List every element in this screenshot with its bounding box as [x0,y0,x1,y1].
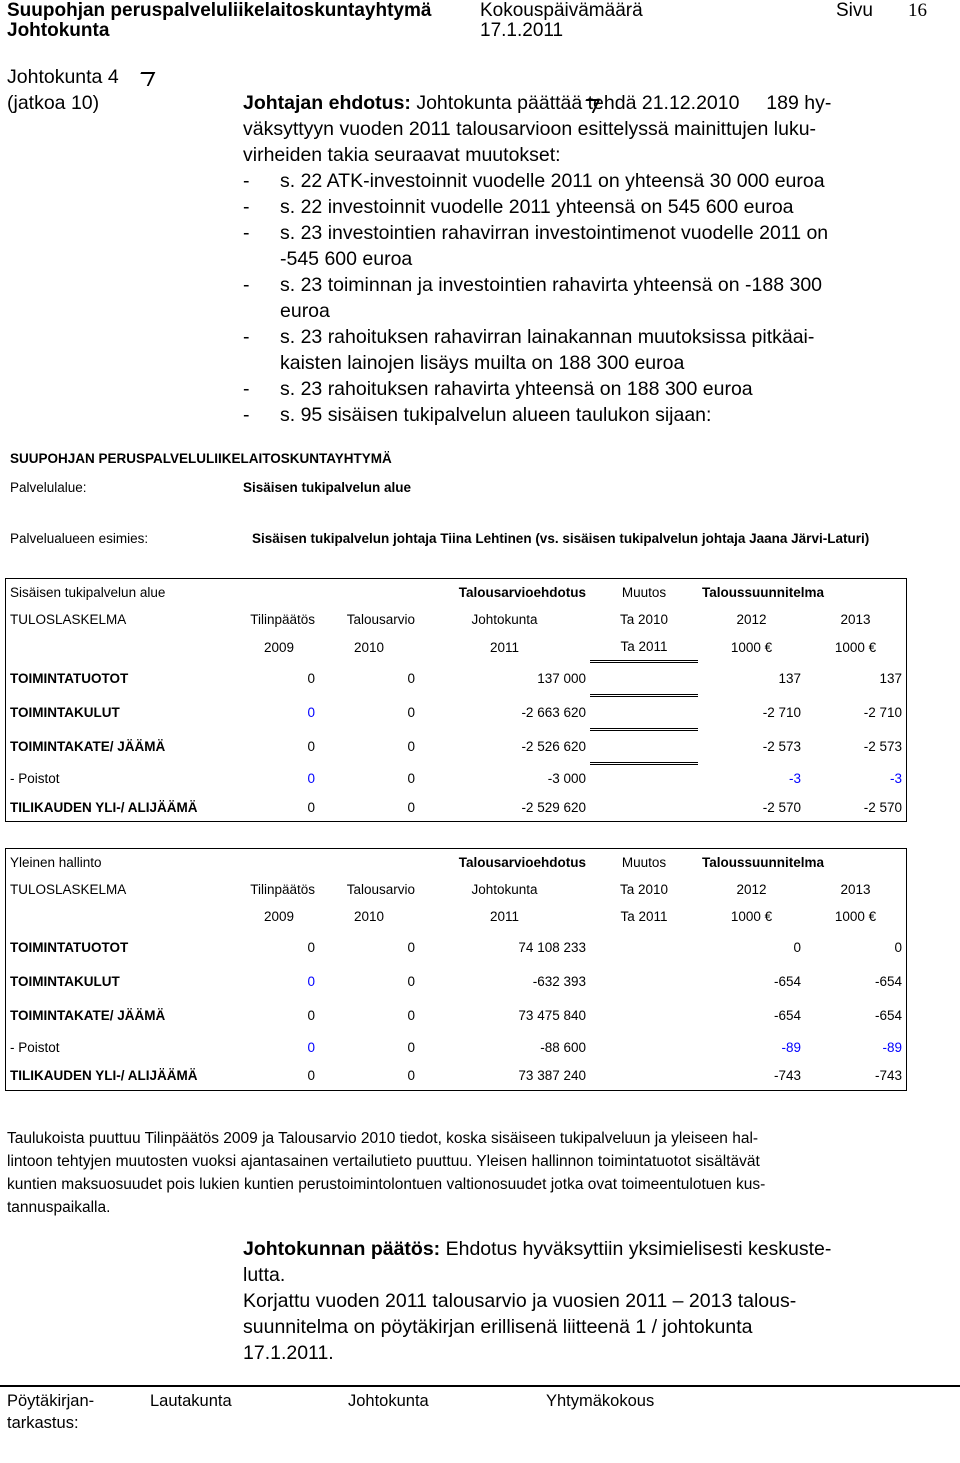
cell: 0 [307,739,315,754]
list-item: s. 22 investoinnit vuodelle 2011 yhteensä on 545 600 euroa [280,196,794,218]
header-col: Ta 2010 [619,882,669,897]
header-col: Talousarvio [346,882,415,897]
header-year: 2009 [263,639,295,655]
footer-check-line1: Pöytäkirjan- [7,1392,95,1410]
header-year: Ta 2011 [620,909,668,924]
cell: -89 [781,1039,801,1055]
cell: -2 529 620 [521,799,586,815]
page-number: 16 [908,0,927,21]
header-year: Ta 2011 [620,639,668,654]
cell: 0 [894,939,902,955]
cell: 0 [407,1039,415,1055]
cell: -632 393 [532,973,586,989]
table-row [6,903,907,930]
decision-line-1 [243,1236,831,1262]
cell: 0 [407,771,415,786]
cell [590,1062,698,1090]
row-label: - Poistot [10,1039,60,1055]
header-statement: TULOSLASKELMA [10,882,127,897]
cell: 0 [407,939,415,955]
cell: -88 600 [540,1039,586,1055]
row-label: TILIKAUDEN YLI-/ ALIJÄÄMÄ [10,1068,198,1084]
table-title: Yleinen hallinto [10,855,102,870]
cell: -2 710 [863,705,902,720]
header-proposal: Talousarvioehdotus [458,585,586,600]
table-row [6,606,907,633]
list-item-cont: euroa [280,300,330,322]
section-item: Johtokunta 4 [7,66,119,88]
cell: -3 [889,771,902,786]
row-label: TOIMINTAKATE/ JÄÄMÄ [10,739,166,754]
page-label: Sivu [836,0,873,21]
decision-label: Johtokunnan päätös: [243,1238,441,1260]
note-line: lintoon tehtyjen muutosten vuoksi ajantasainen vertailutieto puuttuu. Yleisen hallinnon toimintatuotot sisältävät [7,1153,760,1170]
header-year: 2010 [353,909,385,924]
cell: 0 [307,705,315,720]
cell: -89 [882,1039,902,1055]
proposal-line-2: väksyttyyn vuoden 2011 talousarvioon esittelyssä mainittujen luku- [243,118,817,140]
footer-divider [0,1385,960,1387]
header-plan: Taloussuunnitelma [702,585,825,600]
table-row [6,964,907,998]
header-col: Tilinpäätös [250,612,315,627]
table-row [6,730,907,764]
proposal-text-1: Johtokunta päättää tehdä 21.12.2010 [410,92,745,114]
footer-yhtymakokous: Yhtymäkokous [546,1392,655,1410]
cell: 73 387 240 [518,1068,586,1084]
cell: -654 [773,1007,801,1023]
org-name: Suupohjan peruspalveluliikelaitoskuntayhtymä [7,0,432,21]
header-col: 2012 [736,612,767,627]
meeting-date: 17.1.2011 [480,20,564,41]
footer-lautakunta: Lautakunta [150,1392,232,1410]
table-title: Sisäisen tukipalvelun alue [10,585,166,600]
list-item-cont: kaisten lainojen lisäys muilta on 188 300 euroa [280,352,685,374]
cell: 0 [407,1068,415,1084]
row-label: TILIKAUDEN YLI-/ ALIJÄÄMÄ [10,799,198,815]
proposal-line-1 [243,90,831,116]
cell: 0 [307,1007,315,1023]
footer-johtokunta: Johtokunta [348,1392,429,1410]
list-dash: - [243,404,250,426]
table-row [6,764,907,794]
table-row [6,633,907,662]
list-dash: - [243,222,250,244]
cell: 0 [307,771,315,786]
table-row [6,998,907,1032]
table-row [6,849,907,877]
header-col: Tilinpäätös [250,882,315,897]
manager-label: Palvelualueen esimies: [10,531,149,546]
table-row [6,1062,907,1090]
table-row [6,930,907,964]
header-col: Johtokunta [471,882,538,897]
cell: -3 [788,771,801,786]
cell: 0 [793,939,801,955]
list-item: s. 22 ATK-investoinnit vuodelle 2011 on yhteensä 30 000 euroa [280,170,825,192]
header-year: 1000 € [834,909,877,924]
list-dash: - [243,378,250,400]
cell: 0 [407,671,415,686]
table-row [6,662,907,696]
header-col: Talousarvio [346,612,415,627]
header-year: 1000 € [730,909,773,924]
cell [590,1032,698,1062]
header-change: Muutos [621,855,667,870]
cell [590,998,698,1032]
cell: -2 573 [863,739,902,754]
row-label: TOIMINTATUOTOT [10,671,129,686]
proposal-label: Johtajan ehdotus: [243,92,411,114]
proposal-text-1b: 189 hy- [760,92,832,114]
list-item: s. 23 toiminnan ja investointien rahavirta yhteensä on -188 300 [280,274,823,296]
cell: -2 573 [762,739,801,754]
org-block-title: SUUPOHJAN PERUSPALVELULIIKELAITOSKUNTAYHTYMÄ [10,451,392,466]
cell: 137 [879,671,902,686]
income-statement-table-general-admin [5,848,907,1091]
row-label: TOIMINTAKULUT [10,705,120,720]
cell [590,964,698,998]
row-label: TOIMINTAKATE/ JÄÄMÄ [10,1007,166,1023]
header-year: 2011 [489,639,520,655]
header-plan: Taloussuunnitelma [702,855,825,870]
cell [590,794,698,822]
cell: -743 [874,1068,902,1084]
cell: -2 570 [863,799,902,815]
header-col: 2013 [840,882,871,897]
header-statement: TULOSLASKELMA [10,612,127,627]
header-year: 2011 [489,909,520,924]
header-year: 2009 [263,909,295,924]
cell: -2 663 620 [521,705,586,720]
table-row [6,1032,907,1062]
manager-value: Sisäisen tukipalvelun johtaja Tiina Lehtinen (vs. sisäisen tukipalvelun johtaja Jaana Järvi-Laturi) [252,531,870,546]
cell: 0 [307,1039,315,1055]
income-statement-table-internal-support [5,578,907,822]
row-label: - Poistot [10,771,60,786]
note-line: Taulukoista puuttuu Tilinpäätös 2009 ja Talousarvio 2010 tiedot, koska sisäiseen tukipalveluun ja yleiseen hal- [7,1130,759,1147]
note-line: tannuspaikalla. [7,1199,111,1216]
cell: 0 [407,973,415,989]
cell: 0 [407,705,415,720]
cell [590,930,698,964]
cell: 0 [407,799,415,815]
header-col: Ta 2010 [619,612,669,627]
cell [590,696,698,730]
cell: -654 [874,1007,902,1023]
header-year: 2010 [353,639,385,655]
list-dash: - [243,274,250,296]
cell: -3 000 [547,771,586,786]
table-row [6,876,907,903]
cell: 0 [307,939,315,955]
body-name: Johtokunta [7,20,110,41]
footer-check-line2: tarkastus: [7,1414,79,1432]
list-dash: - [243,170,250,192]
cell: -743 [773,1068,801,1084]
decision-line-4: suunnitelma on pöytäkirjan erillisenä liitteenä 1 / johtokunta [243,1316,753,1338]
section-continuation: (jatkoa 10) [7,92,100,114]
table-row [6,579,907,607]
cell: 73 475 840 [518,1007,586,1023]
header-year: 1000 € [730,639,773,655]
cell [590,662,698,696]
note-line: kuntien maksuosuudet pois lukien kuntien perustoimintolontuen valtionosuudet jotka ovat toimeentulotuen kus- [7,1176,766,1193]
header-proposal: Talousarvioehdotus [458,855,586,870]
list-item: s. 23 rahoituksen rahavirran lainakannan muutoksissa pitkäai- [280,326,815,348]
row-label: TOIMINTAKULUT [10,973,120,989]
list-dash: - [243,196,250,218]
list-item: s. 95 sisäisen tukipalvelun alueen taulukon sijaan: [280,404,712,426]
cell: 0 [307,1068,315,1084]
cell: 0 [407,1007,415,1023]
list-item: s. 23 rahoituksen rahavirta yhteensä on 188 300 euroa [280,378,753,400]
paragraph-mark-icon [135,72,156,86]
service-area-label: Palvelulalue: [10,480,87,495]
list-dash: - [243,326,250,348]
cell: 0 [307,973,315,989]
cell: -2 570 [762,799,801,815]
cell: -2 710 [762,705,801,720]
header-col: 2012 [736,882,767,897]
decision-line-5: 17.1.2011. [243,1342,334,1364]
list-item-cont: -545 600 euroa [280,248,413,270]
cell: -654 [773,973,801,989]
cell: 74 108 233 [518,939,586,955]
header-year: 1000 € [834,639,877,655]
decision-line-2: lutta. [243,1264,286,1286]
header-col: Johtokunta [471,612,538,627]
list-item: s. 23 investointien rahavirran investointimenot vuodelle 2011 on [280,222,829,244]
table-row [6,696,907,730]
table-row [6,794,907,822]
cell: 0 [307,671,315,686]
header-col: 2013 [840,612,871,627]
note-paragraph [7,1127,765,1219]
cell: 0 [307,799,315,815]
cell: 0 [407,739,415,754]
cell [590,764,698,794]
cell: -654 [874,973,902,989]
cell [590,730,698,764]
row-label: TOIMINTATUOTOT [10,939,129,955]
decision-text: Ehdotus hyväksyttiin yksimielisesti keskuste- [440,1238,832,1260]
decision-line-3: Korjattu vuoden 2011 talousarvio ja vuosien 2011 – 2013 talous- [243,1290,797,1312]
header-change: Muutos [621,585,667,600]
date-label: Kokouspäivämäärä [480,0,643,21]
cell: 137 [778,671,801,686]
cell: 137 000 [537,671,586,686]
proposal-line-3: virheiden takia seuraavat muutokset: [243,144,561,166]
cell: -2 526 620 [521,739,586,754]
service-area-value: Sisäisen tukipalvelun alue [243,480,412,495]
